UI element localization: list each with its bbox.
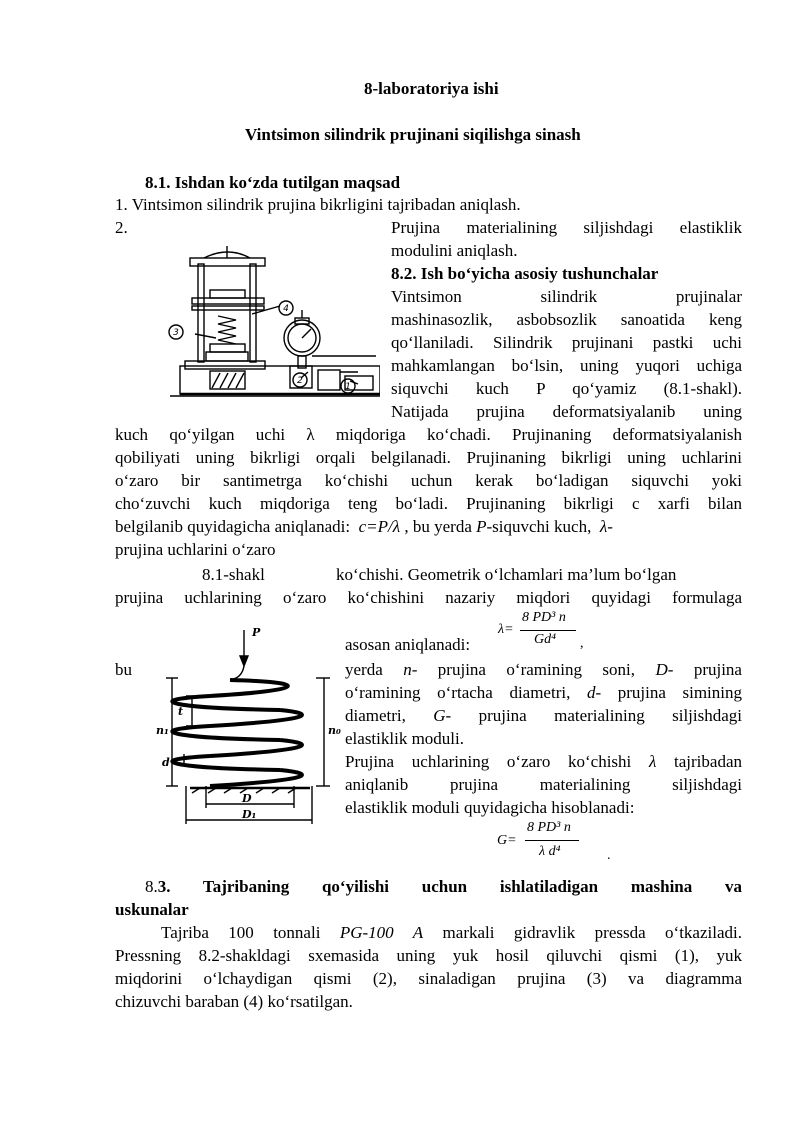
- formula-g-numerator: 8 PD³ n: [527, 820, 571, 835]
- formula-lambda-lhs: λ=: [498, 622, 514, 637]
- equipment-line: chizuvchi baraban (4) ko‘rsatilgan.: [115, 992, 353, 1011]
- concept-line: Vintsimon silindrik prujinalar: [391, 287, 742, 306]
- spring-label-D1: D₁: [242, 808, 257, 821]
- symbol-line: Prujina uchlarining o‘zaro ko‘chishi λ tajribadan: [345, 752, 742, 771]
- concept-line-full: o‘zaro bir santimetrga ko‘chishi uchun kerak bo‘ladigan siquvchi yoki: [115, 471, 742, 490]
- stiffness-formula: c=P/λ: [358, 517, 401, 536]
- equipment-line: miqdorini o‘lchaydigan qismi (2), sinaladigan prujina (3) va diagramma: [115, 969, 742, 988]
- lambda-symbol: λ-: [599, 517, 613, 536]
- formula-g-denominator: λ d⁴: [539, 844, 561, 859]
- symbol-line: diametri, G- prujina materialining siljishdagi: [345, 706, 742, 725]
- formula-g-lhs: G=: [497, 833, 517, 848]
- section-8-2-heading: 8.2. Ish bo‘yicha asosiy tushunchalar: [391, 264, 659, 283]
- spring-label-t: t: [178, 705, 184, 718]
- goal-item-2-line1: Prujina materialining siljishdagi elastiklik: [391, 218, 742, 237]
- press-callout-1: 1: [345, 382, 351, 392]
- concept-line-kochishi: ko‘chishi. Geometrik o‘lchamlari ma’lum bo‘lgan: [336, 565, 677, 584]
- section-8-3-heading-line2: uskunalar: [115, 900, 189, 919]
- formula-shear-modulus: [497, 820, 617, 870]
- concept-line-prujina: prujina uchlarini o‘zaro: [115, 540, 276, 559]
- section-8-3-heading-line1: 8.3. Tajribaning qo‘yilishi uchun ishlatiladigan mashina va: [145, 877, 742, 896]
- spring-label-n1: n₁: [156, 724, 169, 737]
- concept-line: mashinasozlik, asbobsozlik sanoatida keng: [391, 310, 742, 329]
- press-callout-4: 4: [283, 304, 289, 314]
- press-callout-2: 2: [297, 376, 303, 386]
- press-machine-figure: [140, 246, 380, 404]
- symbol-line: aniqlanib prujina materialining siljishdagi: [345, 775, 742, 794]
- spring-label-d: d: [162, 756, 170, 769]
- spring-label-D: D: [242, 792, 252, 805]
- formula-lambda-denominator: Gd⁴: [534, 632, 556, 647]
- formula-lambda-tail: ,: [580, 636, 584, 651]
- concept-line: qo‘llaniladi. Silindrik prujinani pastki uchi: [391, 333, 742, 352]
- concept-line: Natijada prujina deformatsiyalanib uning: [391, 402, 742, 421]
- symbol-line: o‘ramining o‘rtacha diametri, d- prujina simining: [345, 683, 742, 702]
- concept-line: siquvchi kuch P qo‘yamiz (8.1-shakl).: [391, 379, 742, 398]
- equipment-line: Tajriba 100 tonnali PG-100 A markali gidravlik pressda o‘tkaziladi.: [161, 923, 742, 942]
- force-symbol: P: [476, 517, 487, 536]
- page-subtitle: Vintsimon silindrik prujinani siqilishga sinash: [245, 125, 581, 144]
- goal-item-2-number: 2.: [115, 218, 128, 237]
- equipment-line: Pressning 8.2-shakldagi sxemasida uning yuk hosil qiluvchi qismi (1), yuk: [115, 946, 742, 965]
- stiffness-line-text-b: , bu yerda: [404, 517, 472, 536]
- spring-figure: [150, 620, 350, 830]
- press-callout-3: 3: [173, 328, 179, 338]
- stiffness-line-text-c: -siquvchi kuch,: [486, 517, 592, 536]
- stiffness-formula-line: [115, 516, 742, 538]
- concept-line-uchlarining: prujina uchlarining o‘zaro ko‘chishini nazariy miqdori quyidagi formulaga: [115, 588, 742, 607]
- symbol-line: elastiklik moduli.: [345, 729, 464, 748]
- bu-text: bu: [115, 660, 132, 679]
- formula-lambda: [498, 610, 588, 658]
- concept-line: mahkamlangan bo‘lsin, uning yuqori uchiga: [391, 356, 742, 375]
- symbol-line: yerda n- prujina o‘ramining soni, D- prujina: [345, 660, 742, 679]
- concept-line-full: kuch qo‘yilgan uchi λ miqdoriga ko‘chadi. Prujinaning deformatsiyalanish: [115, 425, 742, 444]
- asosan-text: asosan aniqlanadi:: [345, 635, 471, 654]
- concept-line-full: qobiliyati uning bikrligi orqali belgilanadi. Prujinaning bikrligi uning uchlarini: [115, 448, 742, 467]
- formula-lambda-numerator: 8 PD³ n: [522, 610, 566, 625]
- stiffness-line-text-a: belgilanib quyidagicha aniqlanadi:: [115, 517, 351, 536]
- goal-item-1: 1. Vintsimon silindrik prujina bikrligini tajribadan aniqlash.: [115, 195, 521, 214]
- concept-line-full: cho‘zuvchi kuch miqdoriga teng bo‘ladi. Prujinaning bikrligi c xarfi bilan: [115, 494, 742, 513]
- spring-label-n0: n₀: [328, 724, 341, 737]
- symbol-line: elastiklik moduli quyidagicha hisoblanadi:: [345, 798, 635, 817]
- goal-item-2-line2: modulini aniqlash.: [391, 241, 518, 260]
- figure-caption-8-1: 8.1-shakl: [202, 565, 265, 584]
- formula-g-tail: .: [607, 848, 611, 863]
- page-title: 8-laboratoriya ishi: [364, 79, 499, 98]
- section-8-1-heading: 8.1. Ishdan ko‘zda tutilgan maqsad: [145, 173, 401, 192]
- spring-label-P: P: [252, 626, 261, 639]
